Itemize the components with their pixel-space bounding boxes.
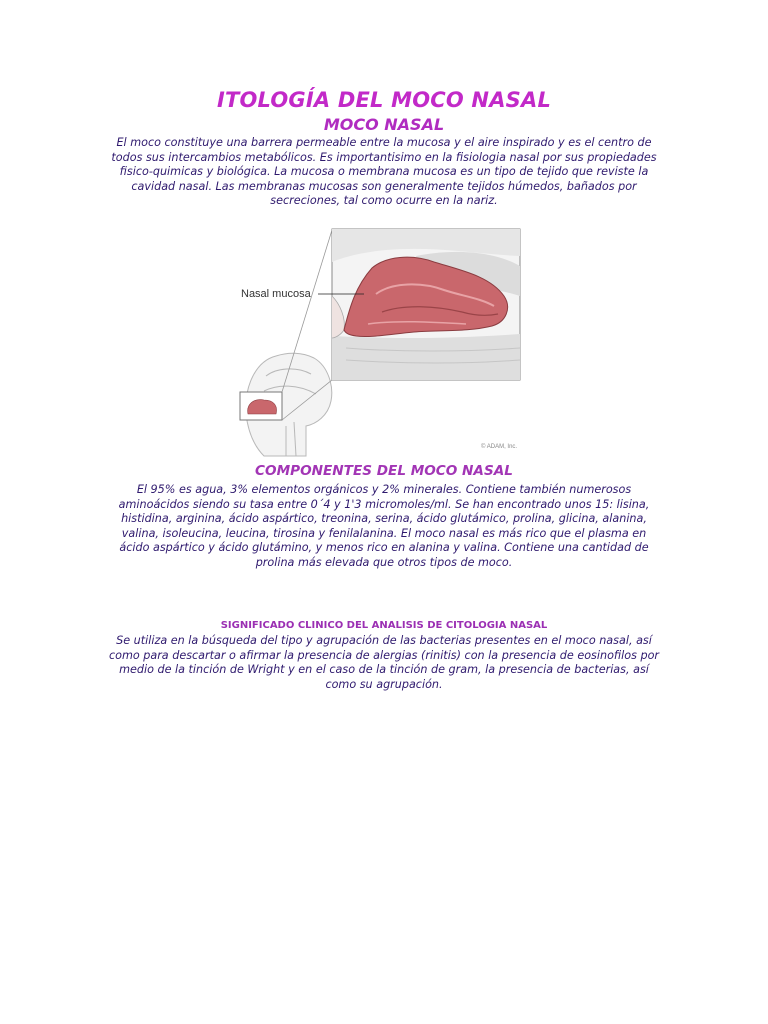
intro-paragraph: El moco constituye una barrera permeable entre la mucosa y el aire inspirado y es el centro de todos sus intercambios metabólicos. Es importantisimo en la fisiologia nasal por sus propiedades fisico-quimicas y biológica. La mucosa o membrana mucosa es un tipo de tejido que reviste la cavidad nasal. Las membranas mucosas son generalmente tejidos húmedos, bañados por secreciones, tal como ocurre en la nariz. [111,136,657,207]
section-heading-significado: SIGNIFICADO CLINICO DEL ANALISIS DE CITOLOGIA NASAL [220,620,548,631]
figure-label: Nasal mucosa [241,288,311,300]
nasal-mucosa-illustration [236,226,526,458]
anatomy-drawing [236,226,526,458]
page-subtitle: MOCO NASAL [323,115,445,134]
componentes-paragraph: El 95% es agua, 3% elementos orgánicos y 2% minerales. Contiene también numerosos aminoácidos siendo su tasa entre 0´4 y 1'3 micromoles/ml. Se han encontrado unos 15: lisina, histidina, arginina, ácido aspártico, treonina, serina, ácido glutámico, prolina, glicina, alanina, valina, isoleucina, leucina, tirosina y fenilalanina. El moco nasal es más rico que el plasma en ácido aspártico y ácido glutámino, y menos rico en alanina y valina. Contiene una cantidad de prolina más elevada que otros tipos de moco. [118,483,650,569]
section-heading-componentes: COMPONENTES DEL MOCO NASAL [255,463,513,479]
page-title: ITOLOGÍA DEL MOCO NASAL [216,88,552,112]
significado-paragraph: Se utiliza en la búsqueda del tipo y agrupación de las bacterias presentes en el moco nasal, así como para descartar o afirmar la presencia de alergias (rinitis) con la presencia de eosinofilos por medio de la tinción de Wright y en el caso de la tinción de gram, la presencia de bacterias, así como su agrupación. [108,634,660,691]
figure-credit: © ADAM, Inc. [481,444,518,450]
